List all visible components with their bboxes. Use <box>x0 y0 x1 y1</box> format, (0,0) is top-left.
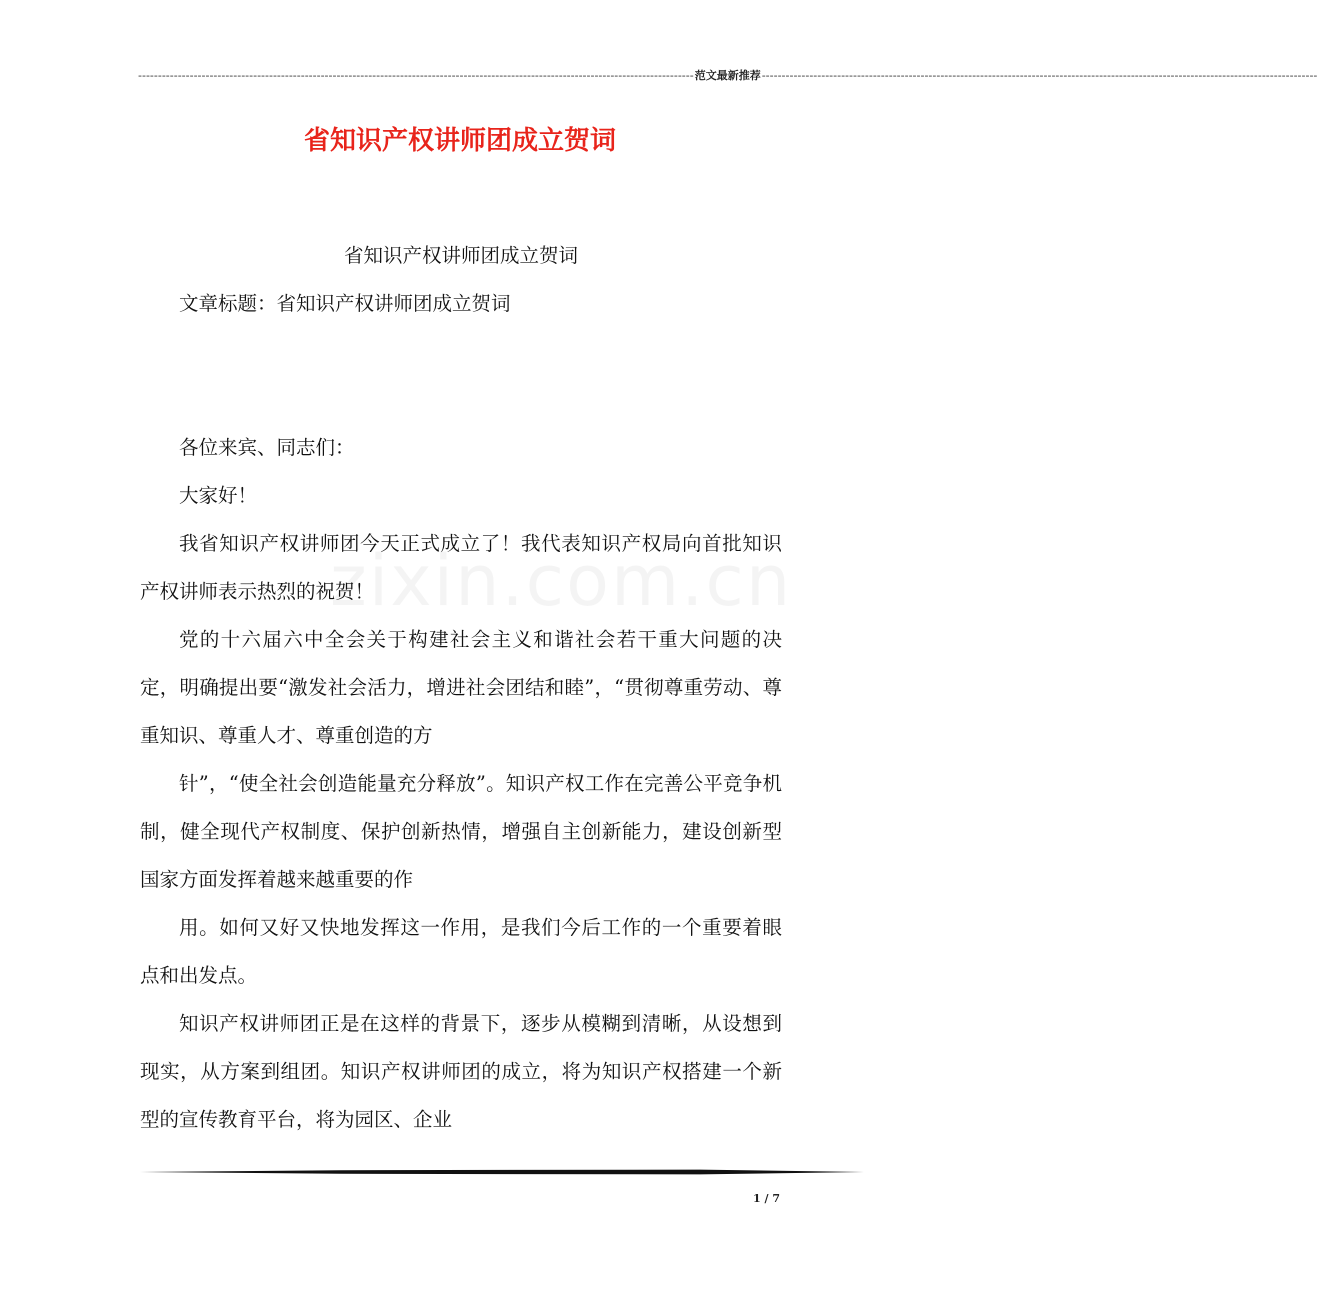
paragraph-greeting: 各位来宾、同志们： <box>179 436 355 459</box>
header-right-dashes: -------------------------------------------------------------------------------------------------------------------------------------------- <box>761 69 1317 82</box>
header-banner <box>138 68 1317 84</box>
paragraph: 知识产权讲师团正是在这样的背景下，逐步从模糊到清晰，从设想到现实，从方案到组团。知识产权讲师团的成立，将为知识产权搭建一个新型的宣传教育平台，将为园区、企业 <box>140 1012 782 1131</box>
document-body <box>140 232 782 1144</box>
paragraph: 针”，“使全社会创造能量充分释放”。知识产权工作在完善公平竞争机制，健全现代产权制度、保护创新热情，增强自主创新能力，建设创新型国家方面发挥着越来越重要的作 <box>140 772 782 891</box>
footer-rule <box>140 1168 864 1176</box>
document-subtitle: 省知识产权讲师团成立贺词 <box>343 244 578 267</box>
paragraph: 我省知识产权讲师团今天正式成立了！我代表知识产权局向首批知识产权讲师表示热烈的祝贺！ <box>140 532 782 603</box>
document-title: 省知识产权讲师团成立贺词 <box>303 126 616 156</box>
paragraph-hello: 大家好！ <box>179 484 258 507</box>
header-left-dashes: -------------------------------------------------------------------------------------------------------------------------------------------- <box>138 69 694 82</box>
article-title-line: 文章标题：省知识产权讲师团成立贺词 <box>179 292 511 315</box>
paragraph: 党的十六届六中全会关于构建社会主义和谐社会若干重大问题的决定，明确提出要“激发社会活力，增进社会团结和睦”，“贯彻尊重劳动、尊重知识、尊重人才、尊重创造的方 <box>140 628 782 747</box>
page-number: 1 / 7 <box>753 1192 780 1205</box>
paragraph: 用。如何又好又快地发挥这一作用，是我们今后工作的一个重要着眼点和出发点。 <box>140 916 782 987</box>
blank-space <box>140 328 782 424</box>
header-label: 范文最新推荐 <box>694 69 761 82</box>
